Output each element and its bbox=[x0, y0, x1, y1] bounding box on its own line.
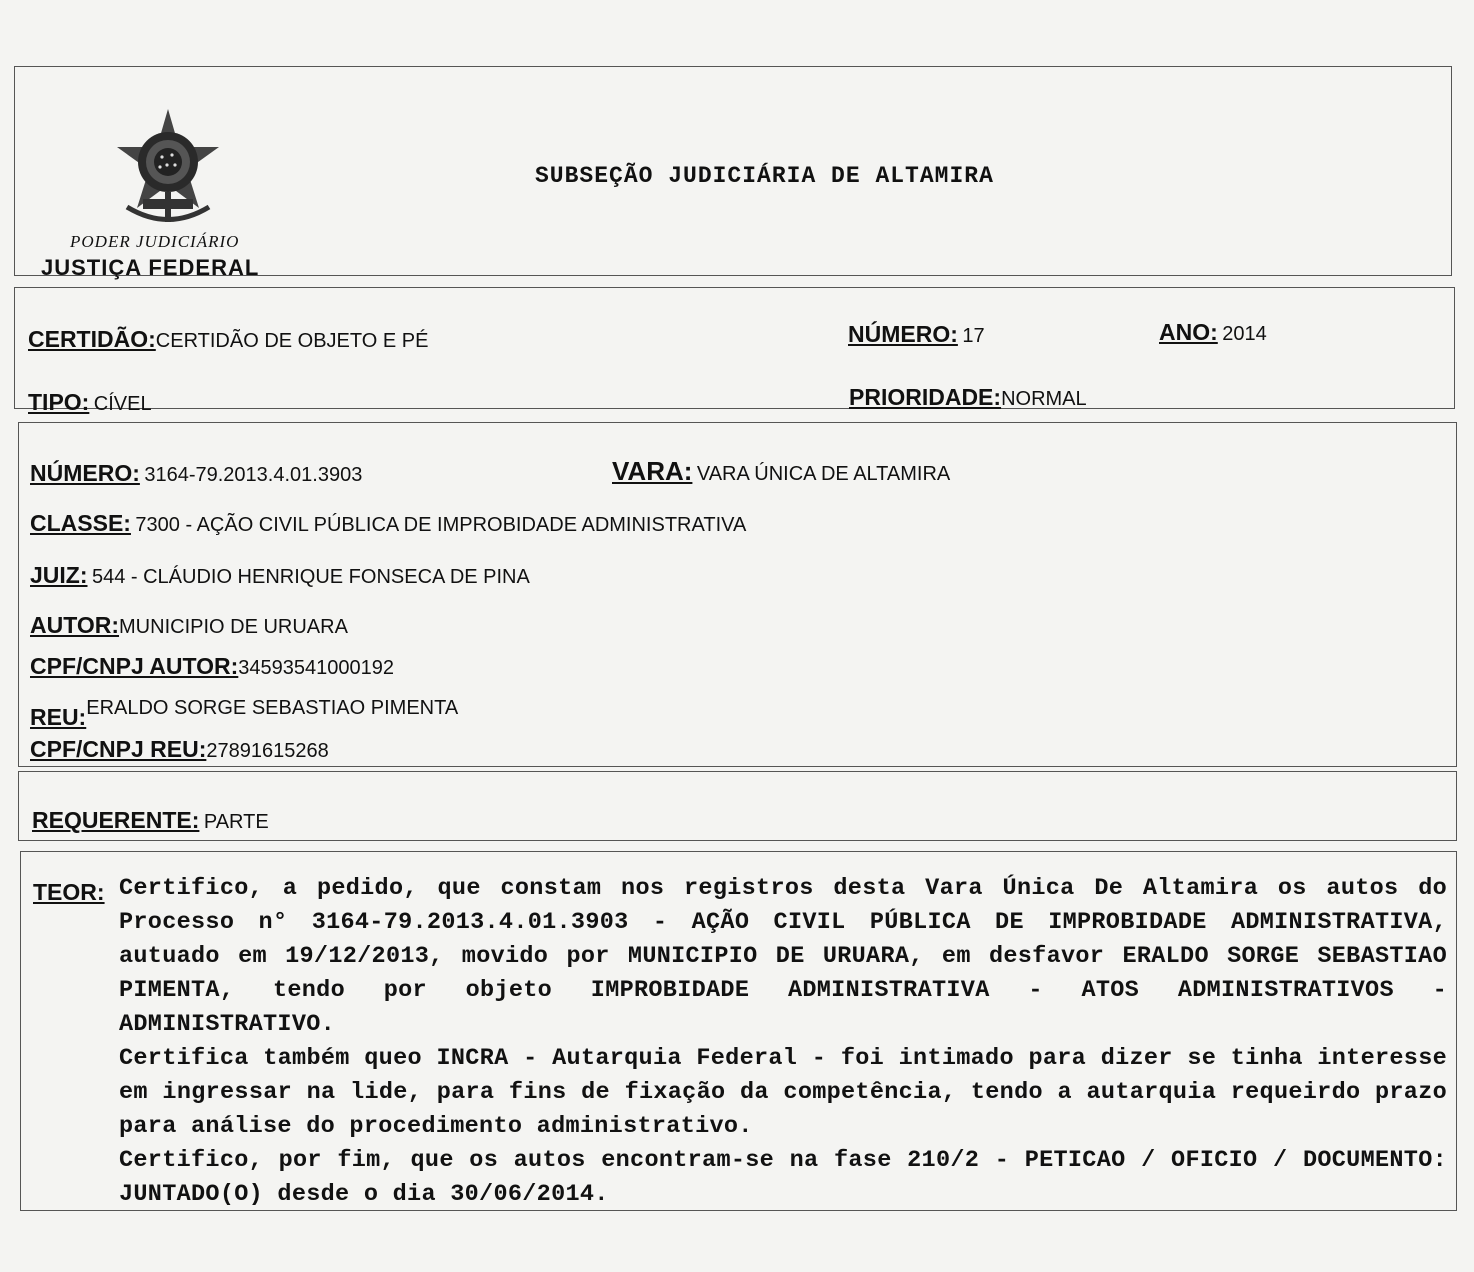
teor-text bbox=[119, 872, 1447, 1212]
numero-processo-field bbox=[30, 460, 362, 487]
certidao-label: CERTIDÃO: bbox=[28, 326, 156, 352]
processo-section bbox=[18, 422, 1457, 767]
cpf-autor-field bbox=[30, 653, 394, 680]
certidao-value: CERTIDÃO DE OBJETO E PÉ bbox=[155, 330, 429, 352]
requerente-label: REQUERENTE: bbox=[32, 807, 200, 833]
prioridade-field bbox=[849, 384, 1087, 411]
numero-certidao-label: NÚMERO: bbox=[848, 321, 958, 347]
reu-label: REU: bbox=[30, 704, 87, 730]
certidao-field bbox=[28, 326, 428, 353]
teor-paragraph-3: Certifico, por fim, que os autos encontram-se na fase 210/2 - PETICAO / OFICIO / DOCUMENTO: JUNTADO(O) desde o dia 30/06/2014. bbox=[119, 1147, 1447, 1208]
requerente-field bbox=[32, 807, 269, 834]
page-title: SUBSEÇÃO JUDICIÁRIA DE ALTAMIRA bbox=[535, 163, 994, 189]
autor-value: MUNICIPIO DE URUARA bbox=[119, 616, 348, 638]
vara-label: VARA: bbox=[612, 456, 693, 486]
classe-label: CLASSE: bbox=[30, 510, 131, 536]
header-section bbox=[14, 66, 1452, 280]
numero-certidao-value: 17 bbox=[962, 325, 985, 347]
classe-field bbox=[30, 510, 746, 537]
tipo-value: CÍVEL bbox=[93, 393, 152, 415]
tipo-field bbox=[28, 389, 152, 416]
numero-processo-label: NÚMERO: bbox=[30, 460, 140, 486]
justica-federal-text: JUSTIÇA FEDERAL bbox=[41, 255, 260, 280]
ano-label: ANO: bbox=[1159, 319, 1218, 345]
poder-judiciario-text: PODER JUDICIÁRIO bbox=[70, 232, 240, 251]
prioridade-value: NORMAL bbox=[1001, 388, 1087, 410]
juiz-value: 544 - CLÁUDIO HENRIQUE FONSECA DE PINA bbox=[91, 566, 530, 588]
certidao-section bbox=[14, 287, 1455, 415]
cpf-reu-field bbox=[30, 736, 329, 763]
autor-label: AUTOR: bbox=[30, 612, 120, 638]
teor-paragraph-2: Certifica também queo INCRA - Autarquia Federal - foi intimado para dizer se tinha interesse em ingressar na lide, para fins de fixação da competência, tendo a autarquia requeirdo prazo para análise do procedimento administrativo. bbox=[119, 1045, 1447, 1140]
ano-value: 2014 bbox=[1222, 323, 1267, 345]
reu-value: ERALDO SORGE SEBASTIAO PIMENTA bbox=[86, 697, 459, 719]
juiz-label: JUIZ: bbox=[30, 562, 88, 588]
reu-field bbox=[30, 693, 459, 730]
numero-processo-value: 3164-79.2013.4.01.3903 bbox=[144, 464, 363, 486]
cpf-reu-value: 27891615268 bbox=[206, 740, 329, 762]
teor-section bbox=[20, 851, 1457, 1211]
numero-certidao-field bbox=[848, 321, 985, 348]
coat-of-arms-emblem bbox=[107, 107, 229, 229]
ano-field bbox=[1159, 319, 1267, 346]
teor-label: TEOR: bbox=[33, 879, 105, 905]
cpf-reu-label: CPF/CNPJ REU: bbox=[30, 736, 207, 762]
juiz-field bbox=[30, 562, 530, 589]
requerente-value: PARTE bbox=[203, 811, 269, 833]
prioridade-label: PRIORIDADE: bbox=[849, 384, 1002, 410]
teor-paragraph-1: Certifico, a pedido, que constam nos registros desta Vara Única De Altamira os autos do Processo n° 3164-79.2013.4.01.3903 - AÇÃO CIVIL PÚBLICA DE IMPROBIDADE ADMINISTRATIVA, autuado em 19/12/2013, movido por MUNICIPIO DE URUARA, em desfavor ERALDO SORGE SEBASTIAO PIMENTA, tendo por objeto IMPROBIDADE ADMINISTRATIVA - ATOS ADMINISTRATIVOS - ADMINISTRATIVO. bbox=[119, 875, 1447, 1038]
requerente-section bbox=[18, 771, 1457, 841]
autor-field bbox=[30, 612, 348, 639]
tipo-label: TIPO: bbox=[28, 389, 90, 415]
cpf-autor-label: CPF/CNPJ AUTOR: bbox=[30, 653, 239, 679]
cpf-autor-value: 34593541000192 bbox=[238, 657, 395, 679]
vara-value: VARA ÚNICA DE ALTAMIRA bbox=[696, 463, 951, 485]
vara-field bbox=[612, 456, 950, 487]
classe-value: 7300 - AÇÃO CIVIL PÚBLICA DE IMPROBIDADE ADMINISTRATIVA bbox=[135, 514, 747, 536]
